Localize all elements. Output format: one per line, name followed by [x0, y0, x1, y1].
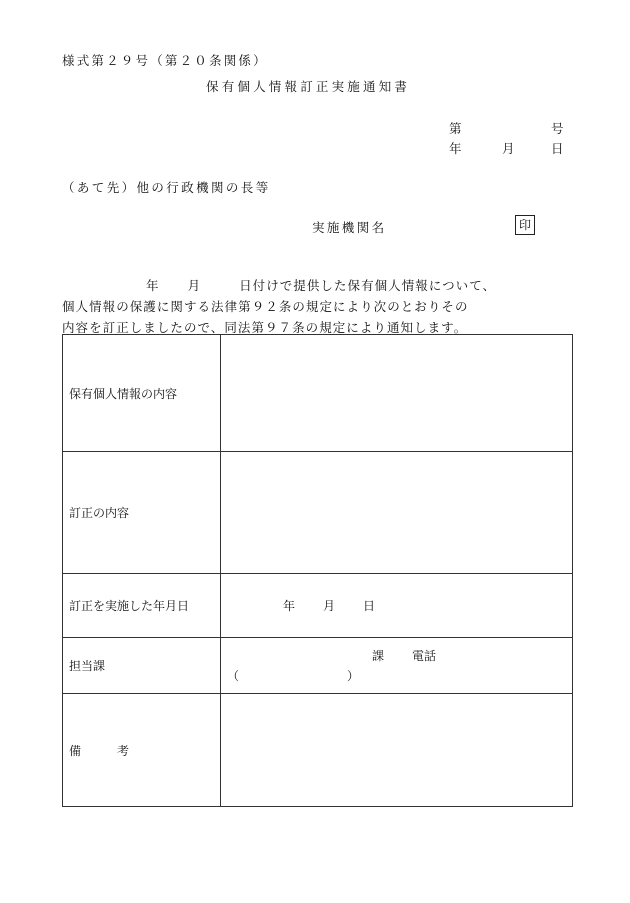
- phone-paren-close: ）: [347, 668, 360, 683]
- issue-date-year: 年: [449, 141, 462, 156]
- table-row: [63, 638, 573, 694]
- department-ka: 課: [372, 648, 385, 663]
- table-row: [63, 694, 573, 807]
- row-label-correction-date: 訂正を実施した年月日: [63, 574, 221, 638]
- document-number-suffix: 号: [551, 121, 564, 136]
- body-line1-rest: 日付けで提供した保有個人情報について、: [239, 278, 497, 293]
- table-row: [63, 335, 573, 452]
- body-year: 年: [146, 278, 160, 293]
- row-label-personal-info: 保有個人情報の内容: [63, 335, 221, 452]
- addressee: （あて先）他の行政機関の長等: [62, 180, 271, 195]
- row-value-correction[interactable]: [221, 452, 573, 574]
- department-phone-label: 電話: [412, 648, 437, 663]
- document-title: 保有個人情報訂正実施通知書: [206, 79, 411, 94]
- notice-line-2: 個人情報の保護に関する法律第９２条の規定により次のとおりその: [62, 299, 469, 314]
- notice-line-3: 内容を訂正しましたので、同法第９７条の規定により通知します。: [62, 320, 468, 335]
- row-value-department[interactable]: [221, 638, 573, 694]
- issue-date-day: 日: [551, 141, 564, 156]
- document-number-prefix: 第: [449, 121, 462, 136]
- table-row: [63, 452, 573, 574]
- body-month: 月: [187, 278, 202, 293]
- phone-paren-open: （: [227, 668, 240, 683]
- correction-date-year: 年: [283, 599, 296, 613]
- row-label-department: 担当課: [63, 638, 221, 694]
- table-row: [63, 574, 573, 638]
- issue-date-month: 月: [502, 141, 515, 156]
- row-label-correction: 訂正の内容: [63, 452, 221, 574]
- row-value-remarks[interactable]: [221, 694, 573, 807]
- implementing-org-label: 実施機関名: [312, 220, 387, 235]
- row-label-remarks: 備 考: [63, 694, 221, 807]
- row-value-personal-info[interactable]: [221, 335, 573, 452]
- correction-date-day: 日: [363, 599, 376, 613]
- correction-date-month: 月: [323, 599, 336, 613]
- notice-line-1: [62, 275, 577, 296]
- form-number: 様式第２９号（第２０条関係）: [62, 53, 268, 68]
- row-value-correction-date[interactable]: [221, 574, 573, 638]
- seal-mark: 印: [515, 215, 535, 235]
- correction-details-table: [62, 334, 573, 807]
- notice-body: [62, 275, 577, 338]
